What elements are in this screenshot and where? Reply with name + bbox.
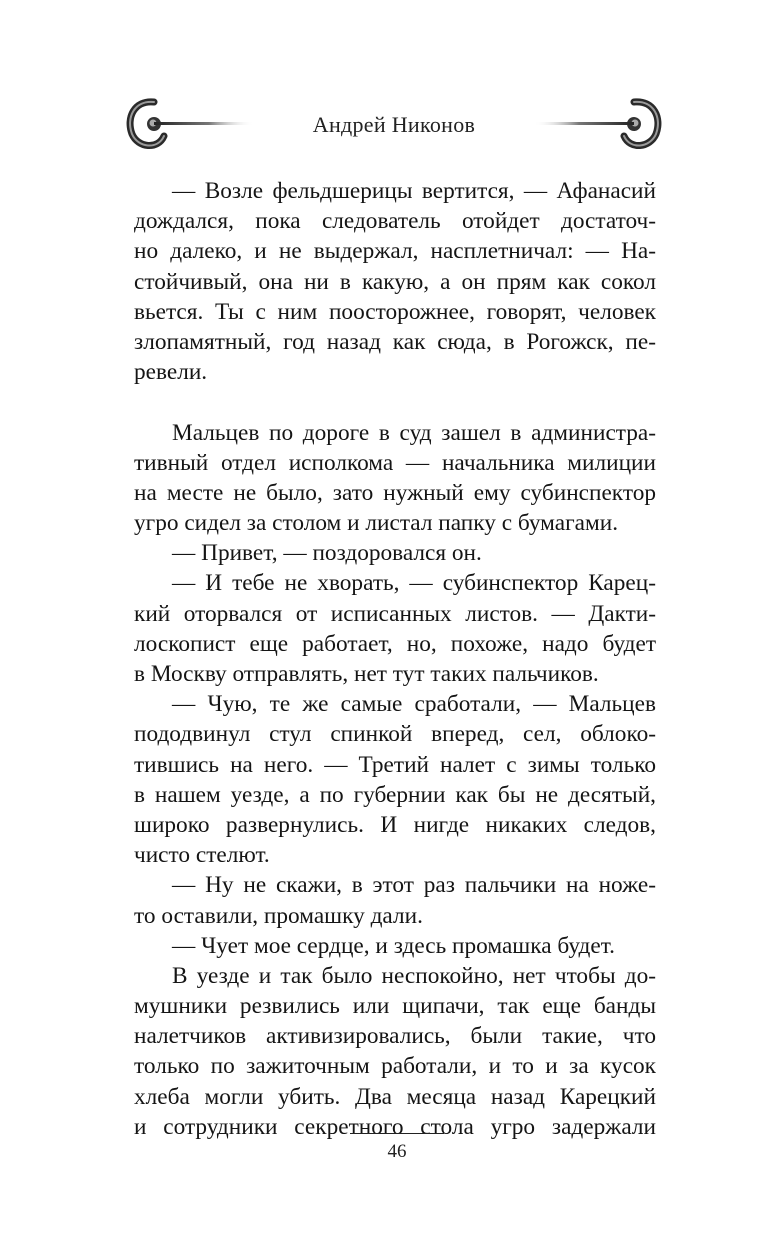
text-line: кий оторвался от исписанных листов. — Дакти- bbox=[134, 600, 656, 627]
text-line: на месте не было, зато нужный ему субинспектор bbox=[134, 479, 656, 506]
text-line: тившись на него. — Третий налет с зимы только bbox=[134, 751, 656, 778]
text-line: широко развернулись. И нигде никаких следов, bbox=[134, 811, 656, 838]
text-line: дождался, пока следователь отойдет достаточ- bbox=[134, 208, 656, 235]
page-number: 46 bbox=[387, 1141, 407, 1162]
text-line: тивный отдел исполкома — начальника милиции bbox=[134, 449, 656, 476]
paragraph bbox=[134, 689, 656, 870]
text-line: — Чую, те же самые сработали, — Мальцев bbox=[172, 691, 656, 718]
paragraph bbox=[134, 931, 656, 961]
swirl-ornament-right-icon bbox=[534, 96, 664, 152]
text-line: — Чует мое сердце, и здесь промашка будет. bbox=[172, 932, 615, 959]
paragraph bbox=[134, 961, 656, 1142]
text-line: стойчивый, она ни в какую, а он прям как сокол bbox=[134, 268, 656, 295]
text-line: и сотрудники секретного стола угро задержали bbox=[134, 1113, 656, 1140]
text-line: только по зажиточным работали, и то и за кусок bbox=[134, 1053, 656, 1080]
text-line: в нашем уезде, а по губернии как бы не десятый, bbox=[134, 781, 656, 808]
paragraph bbox=[134, 568, 656, 689]
text-line: хлеба могли убить. Два месяца назад Карецкий bbox=[134, 1083, 656, 1110]
text-line: угро сидел за столом и листал папку с бумагами. bbox=[134, 510, 619, 537]
text-line: — И тебе не хворать, — субинспектор Карец- bbox=[172, 570, 656, 597]
paragraph bbox=[134, 538, 656, 568]
text-line: пододвинул стул спинкой вперед, сел, облоко- bbox=[134, 721, 656, 748]
text-line: лоскопист еще работает, но, похоже, надо будет bbox=[134, 630, 656, 657]
text-line: вьется. Ты с ним поосторожнее, говорят, человек bbox=[134, 298, 656, 325]
paragraph bbox=[134, 176, 656, 387]
text-line: Мальцев по дороге в суд зашел в администра- bbox=[172, 419, 656, 446]
text-line: злопамятный, год назад как сюда, в Рогожск, пе- bbox=[134, 328, 656, 355]
text-line: но далеко, и не выдержал, насплетничал: — На- bbox=[134, 238, 656, 265]
paragraph bbox=[134, 870, 656, 930]
section-break bbox=[134, 387, 656, 417]
footer-rule bbox=[350, 1133, 444, 1134]
text-line: В уезде и так было неспокойно, нет чтобы до- bbox=[172, 962, 656, 989]
text-line: чисто стелют. bbox=[134, 842, 270, 869]
text-line: — Ну не скажи, в этот раз пальчики на ноже- bbox=[172, 872, 656, 899]
text-line: — Возле фельдшерицы вертится, — Афанасий bbox=[172, 178, 656, 204]
text-line: ревели. bbox=[134, 359, 208, 386]
text-line: налетчиков активизировались, были такие, что bbox=[134, 1023, 656, 1050]
text-line: то оставили, промашку дали. bbox=[134, 902, 423, 929]
paragraph bbox=[134, 418, 656, 539]
page-body bbox=[134, 176, 656, 1142]
running-title: Андрей Никонов bbox=[312, 112, 476, 137]
text-line: в Москву отправлять, нет тут таких пальчиков. bbox=[134, 661, 599, 687]
text-line: — Привет, — поздоровался он. bbox=[172, 540, 482, 567]
running-head bbox=[124, 96, 664, 152]
text-line: мушники резвились или щипачи, так еще банды bbox=[134, 993, 656, 1020]
